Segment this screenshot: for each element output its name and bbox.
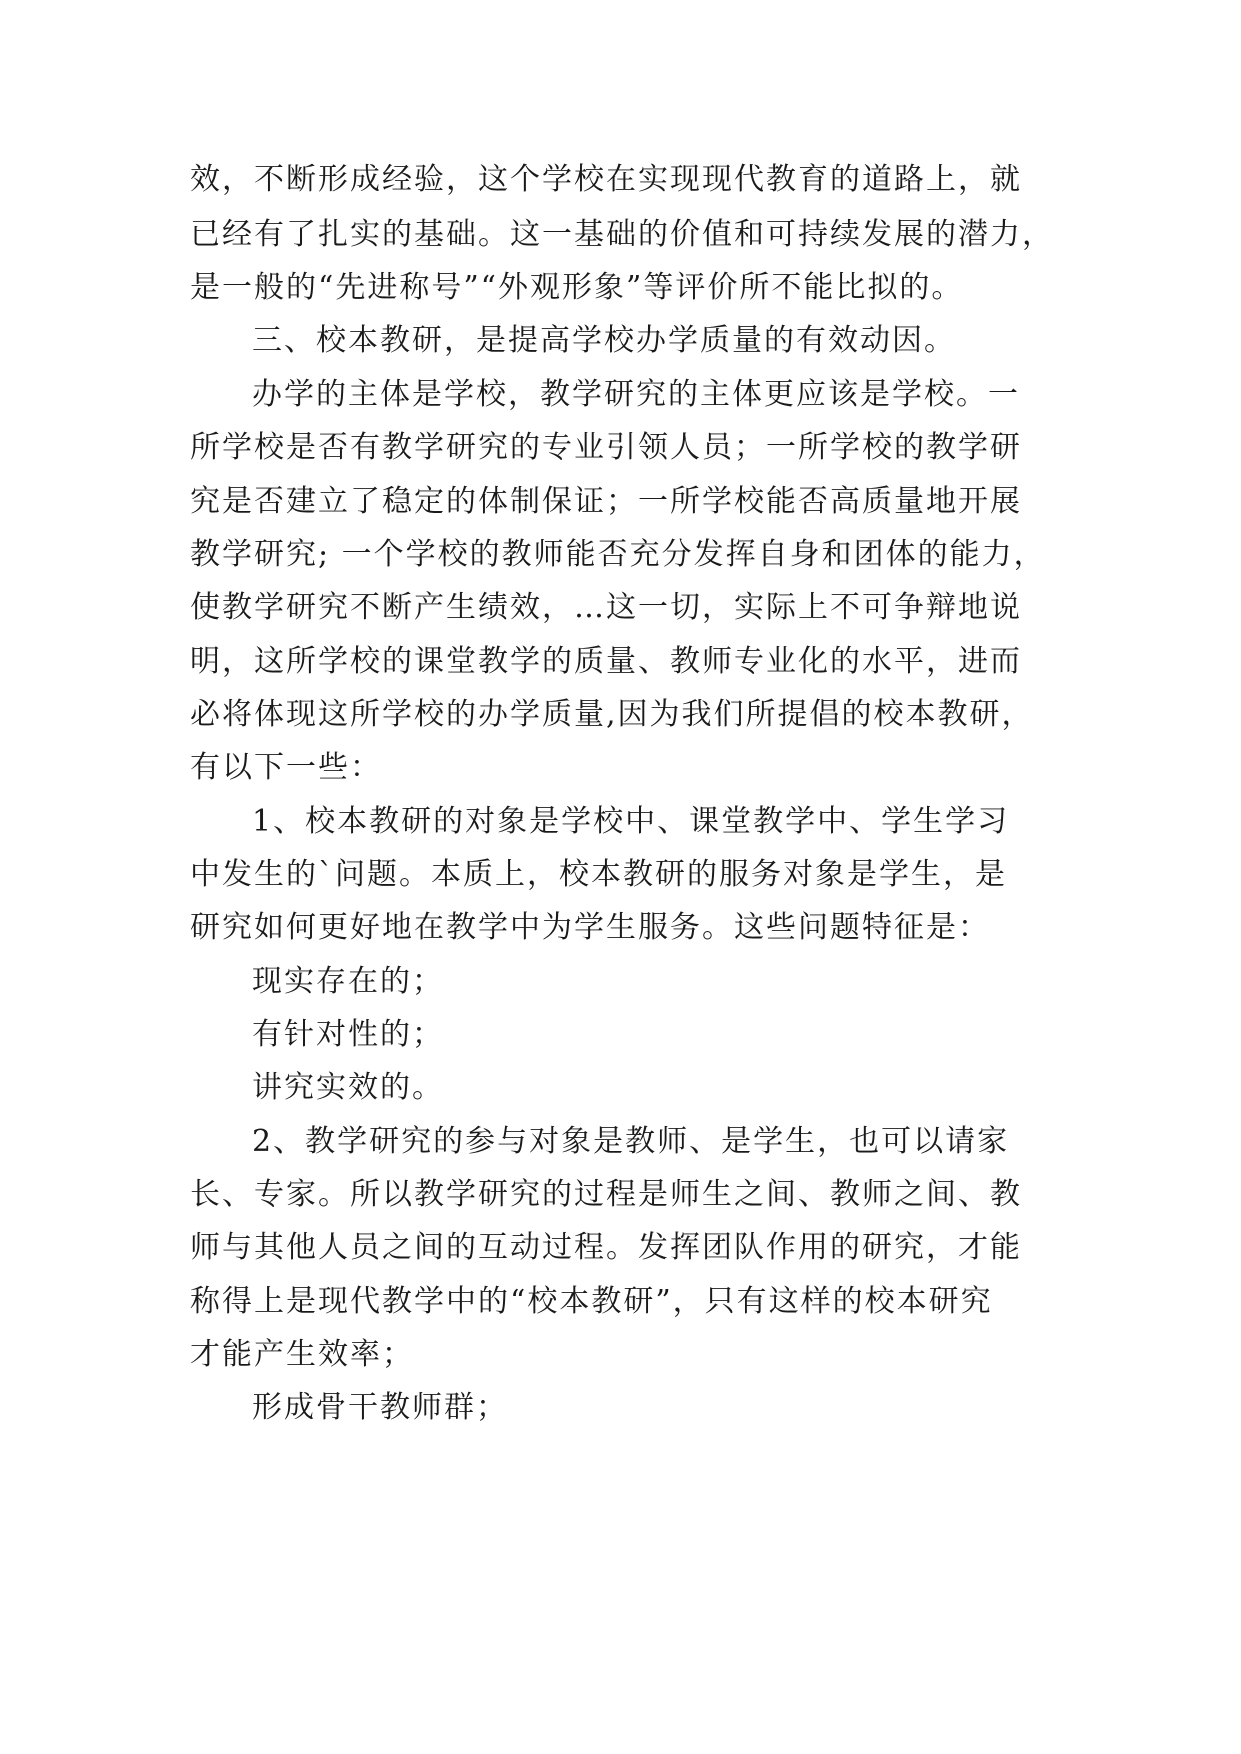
text-line: 所学校是否有教学研究的专业引领人员；一所学校的教学研 bbox=[190, 430, 1022, 465]
section-heading: 三、校本教研，是提高学校办学质量的有效动因。 bbox=[252, 323, 956, 358]
text-line: 长、专家。所以教学研究的过程是师生之间、教师之间、教 bbox=[190, 1177, 1022, 1212]
text-line: 效，不断形成经验，这个学校在实现现代教育的道路上，就 bbox=[190, 162, 1022, 197]
list-item: 讲究实效的。 bbox=[252, 1070, 444, 1105]
text-line: 教学研究; 一个学校的教师能否充分发挥自身和团体的能力， bbox=[190, 537, 1046, 572]
list-item: 有针对性的； bbox=[252, 1017, 444, 1052]
text-line: 1、校本教研的对象是学校中、课堂教学中、学生学习 bbox=[252, 804, 1010, 839]
text-line: 必将体现这所学校的办学质量,因为我们所提倡的校本教研， bbox=[190, 697, 1034, 732]
text-line: 使教学研究不断产生绩效，…这一切，实际上不可争辩地说 bbox=[190, 590, 1022, 625]
text-line: 究是否建立了稳定的体制保证；一所学校能否高质量地开展 bbox=[190, 484, 1022, 519]
text-line: 明，这所学校的课堂教学的质量、教师专业化的水平，进而 bbox=[190, 644, 1022, 679]
text-line: 研究如何更好地在教学中为学生服务。这些问题特征是： bbox=[190, 910, 990, 945]
text-line: 才能产生效率； bbox=[190, 1337, 414, 1372]
list-item: 形成骨干教师群； bbox=[252, 1390, 508, 1425]
text-line: 办学的主体是学校，教学研究的主体更应该是学校。一 bbox=[252, 377, 1020, 412]
text-line: 是一般的“先进称号”“外观形象”等评价所不能比拟的。 bbox=[190, 270, 964, 305]
text-line: 2、教学研究的参与对象是教师、是学生，也可以请家 bbox=[252, 1124, 1010, 1159]
text-line: 师与其他人员之间的互动过程。发挥团队作用的研究，才能 bbox=[190, 1230, 1022, 1265]
text-line: 已经有了扎实的基础。这一基础的价值和可持续发展的潜力， bbox=[190, 217, 1054, 252]
text-line: 中发生的`问题。本质上，校本教研的服务对象是学生，是 bbox=[190, 857, 1007, 892]
text-line: 有以下一些： bbox=[190, 750, 382, 785]
text-line: 称得上是现代教学中的“校本教研”，只有这样的校本研究 bbox=[190, 1284, 993, 1319]
list-item: 现实存在的； bbox=[252, 964, 444, 999]
